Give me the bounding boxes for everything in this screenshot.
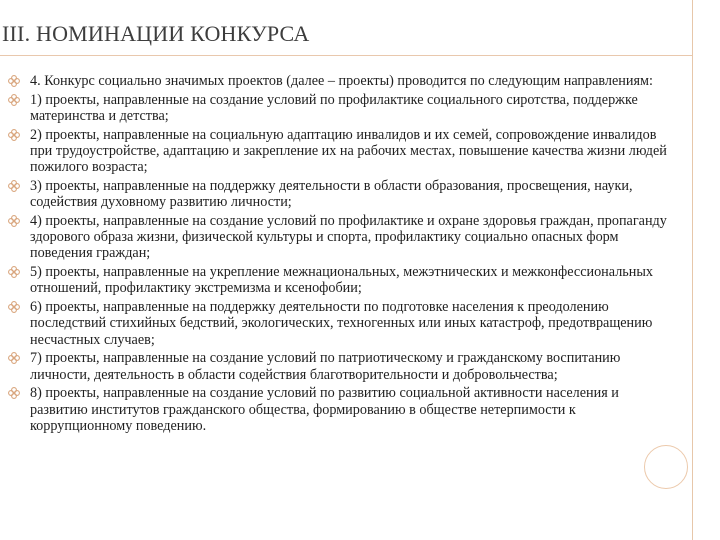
flower-bullet-icon bbox=[8, 129, 20, 141]
list-item-text: 2) проекты, направленные на социальную адаптацию инвалидов и их семей, сопровождение инвалидов при трудоустройстве, адаптацию и закрепление их на рабочих местах, повышение качества жизни людей пожилого возраста; bbox=[30, 126, 667, 176]
flower-bullet-icon bbox=[8, 75, 20, 87]
list-item-text: 4. Конкурс социально значимых проектов (далее – проекты) проводится по следующим направлениям: bbox=[30, 73, 653, 89]
list-item-text: 5) проекты, направленные на укрепление межнациональных, межэтнических и межконфессиональных отношений, профилактику экстремизма и ксенофобии; bbox=[30, 264, 653, 297]
list-item-text: 8) проекты, направленные на создание условий по развитию социальной активности населения и развитию институтов гражданского общества, формированию в обществе нетерпимости к коррупционному поведению. bbox=[30, 385, 619, 434]
slide-title: III. НОМИНАЦИИ КОНКУРСА bbox=[2, 21, 310, 46]
list-item bbox=[8, 73, 668, 89]
right-border-line bbox=[692, 0, 693, 540]
flower-bullet-icon bbox=[8, 266, 20, 278]
list-item bbox=[8, 299, 668, 348]
list-item-text: 4) проекты, направленные на создание условий по профилактике и охране здоровья граждан, пропаганду здорового образа жизни, физической культуры и спорта, профилактику социально опасных форм поведения граждан; bbox=[30, 213, 667, 262]
flower-bullet-icon bbox=[8, 215, 20, 227]
flower-bullet-icon bbox=[8, 94, 20, 106]
list-item-text: 7) проекты, направленные на создание условий по патриотическому и гражданскому воспитанию личности, деятельность в области содействия благотворительности и добровольчества; bbox=[30, 350, 621, 383]
list-item bbox=[8, 385, 668, 434]
list-item bbox=[8, 213, 668, 262]
flower-bullet-icon bbox=[8, 301, 20, 313]
list-item bbox=[8, 350, 668, 382]
flower-bullet-icon bbox=[8, 180, 20, 192]
list-item bbox=[8, 264, 668, 296]
list-item-text: 3) проекты, направленные на поддержку деятельности в области образования, просвещения, науки, содействия духовному развитию личности; bbox=[30, 178, 633, 211]
list-item bbox=[8, 178, 668, 210]
list-item-text: 6) проекты, направленные на поддержку деятельности по подготовке населения к преодолению последствий стихийных бедствий, экологических, техногенных или иных катастроф, предотвращению несчастных случаев; bbox=[30, 299, 653, 348]
decorative-circle-icon bbox=[644, 445, 688, 489]
title-divider bbox=[0, 55, 692, 56]
flower-bullet-icon bbox=[8, 387, 20, 399]
list-item bbox=[8, 127, 668, 176]
flower-bullet-icon bbox=[8, 352, 20, 364]
list-item bbox=[8, 92, 668, 124]
list-item-text: 1) проекты, направленные на создание условий по профилактике социального сиротства, поддержке материнства и детства; bbox=[30, 91, 638, 124]
nomination-list bbox=[8, 73, 668, 437]
